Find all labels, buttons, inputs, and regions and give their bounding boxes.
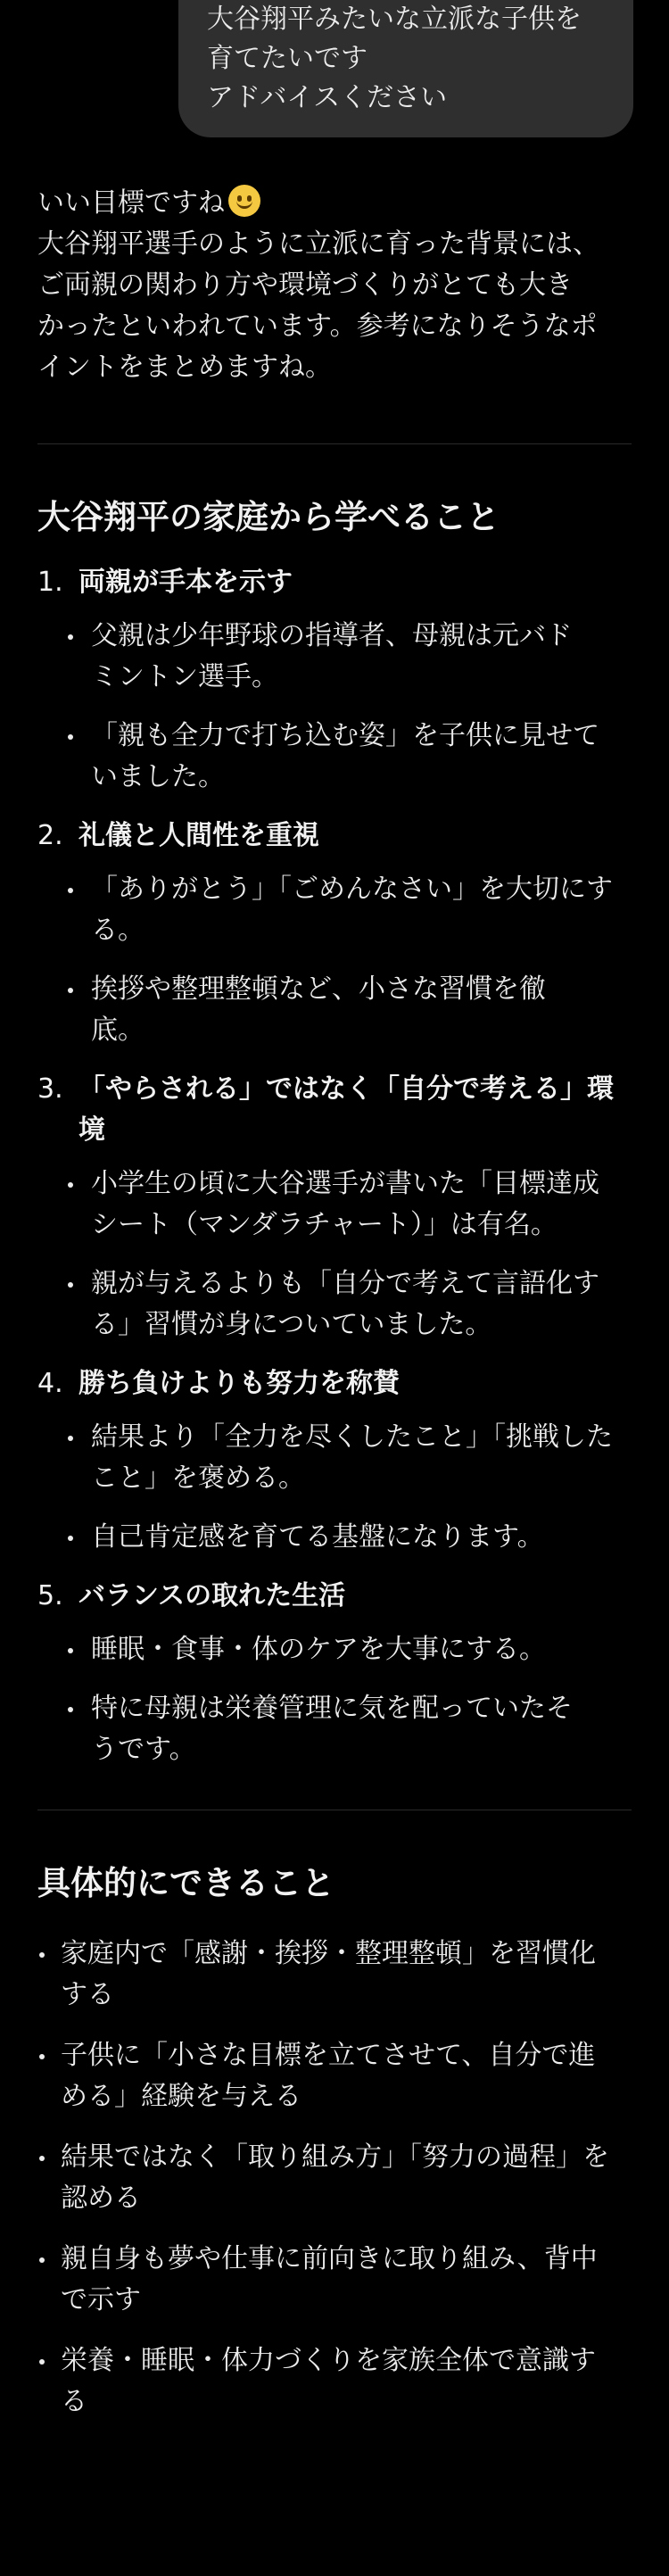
user-message-line: 育てたいです bbox=[207, 43, 368, 74]
detail-line: いました。 bbox=[91, 761, 225, 792]
learn-point bbox=[37, 1363, 632, 1558]
detail-line: ミントン選手。 bbox=[91, 661, 278, 692]
learn-point-title bbox=[37, 1069, 632, 1151]
action-item bbox=[37, 1934, 632, 2016]
learn-point-title-line: 礼儀と人間性を重視 bbox=[78, 820, 319, 851]
detail-item bbox=[37, 969, 632, 1051]
detail-line: 結果より「全力を尽くしたこと」「挑戦した bbox=[91, 1421, 613, 1453]
detail-line: 睡眠・食事・体のケアを大事にする。 bbox=[91, 1634, 546, 1665]
bullet-icon bbox=[68, 716, 91, 798]
detail-line: る」習慣が身についていました。 bbox=[91, 1309, 492, 1340]
bullet-icon bbox=[68, 1517, 91, 1558]
detail-item bbox=[37, 1263, 632, 1346]
section-divider bbox=[37, 443, 632, 444]
learn-point-details bbox=[37, 616, 632, 798]
action-item bbox=[37, 2035, 632, 2117]
detail-item bbox=[37, 1417, 632, 1499]
learn-point bbox=[37, 1576, 632, 1770]
bullet-icon bbox=[68, 1263, 91, 1346]
action-item-line: る bbox=[61, 2386, 87, 2417]
action-item bbox=[37, 2137, 632, 2219]
learn-point-title-line: 「やらされる」ではなく「自分で考える」環 bbox=[78, 1073, 614, 1105]
bullet-icon bbox=[68, 1629, 91, 1670]
learn-point bbox=[37, 816, 632, 1051]
action-item-line: 親自身も夢や仕事に前向きに取り組み、背中 bbox=[61, 2243, 598, 2274]
intro-first-line: いい目標ですね bbox=[37, 183, 632, 224]
learn-point-details bbox=[37, 869, 632, 1051]
bullet-icon bbox=[68, 969, 91, 1051]
learn-point-title-line: バランスの取れた生活 bbox=[78, 1580, 346, 1611]
user-message-line: アドバイスください bbox=[207, 82, 448, 113]
action-item-line: 栄養・睡眠・体力づくりを家族全体で意識す bbox=[61, 2345, 596, 2376]
learn-point bbox=[37, 1069, 632, 1346]
detail-item bbox=[37, 616, 632, 698]
detail-line: 挨拶や整理整頓など、小さな習慣を徹 bbox=[91, 973, 546, 1005]
intro-line: 大谷翔平選手のように立派に育った背景には、 bbox=[37, 228, 599, 260]
action-item-line: 結果ではなく「取り組み方」「努力の過程」を bbox=[61, 2141, 609, 2173]
bullet-icon bbox=[68, 1417, 91, 1499]
bullet-icon bbox=[68, 616, 91, 698]
learn-point-title bbox=[37, 1363, 632, 1404]
detail-line: こと」を褒める。 bbox=[91, 1462, 305, 1494]
learn-point-title bbox=[37, 1576, 632, 1617]
detail-line: シート（マンダラチャート）」は有名。 bbox=[91, 1209, 558, 1240]
list-number: 1. bbox=[37, 567, 63, 598]
list-number: 5. bbox=[37, 1580, 63, 1611]
action-item-line: する bbox=[61, 1979, 114, 2010]
intro-line: ご両親の関わり方や環境づくりがとても大き bbox=[37, 269, 573, 301]
section-heading-learn: 大谷翔平の家庭から学べること bbox=[37, 498, 500, 536]
learn-point-details bbox=[37, 1629, 632, 1770]
user-message-line: 大谷翔平みたいな立派な子供を bbox=[207, 4, 582, 35]
assistant-message bbox=[37, 183, 632, 2442]
intro-line: かったといわれています。参考になりそうなポ bbox=[37, 311, 598, 342]
action-item-line: める」経験を与える bbox=[61, 2081, 301, 2112]
action-items-list bbox=[37, 1934, 632, 2423]
action-item-line: で示す bbox=[61, 2284, 141, 2315]
bullet-icon bbox=[37, 2340, 61, 2423]
detail-item bbox=[37, 1688, 632, 1770]
section-heading-actions: 具体的にできること bbox=[37, 1864, 334, 1902]
detail-line: 自己肯定感を育てる基盤になります。 bbox=[91, 1521, 544, 1553]
bullet-icon bbox=[68, 869, 91, 951]
bullet-icon bbox=[37, 2239, 61, 2321]
detail-line: 「親も全力で打ち込む姿」を子供に見せて bbox=[91, 720, 599, 751]
bullet-icon bbox=[37, 2137, 61, 2219]
detail-line: 「ありがとう」「ごめんなさい」を大切にす bbox=[91, 874, 613, 905]
detail-line: 特に母親は栄養管理に気を配っていたそ bbox=[91, 1693, 573, 1724]
detail-line: 親が与えるよりも「自分で考えて言語化す bbox=[91, 1268, 599, 1299]
detail-item bbox=[37, 869, 632, 951]
detail-item bbox=[37, 716, 632, 798]
learn-point-title-line: 境 bbox=[78, 1114, 105, 1146]
list-number: 4. bbox=[37, 1368, 63, 1399]
bullet-icon bbox=[68, 1164, 91, 1246]
action-item bbox=[37, 2340, 632, 2423]
detail-item bbox=[37, 1629, 632, 1670]
user-message-bubble bbox=[178, 0, 633, 137]
assistant-intro bbox=[37, 183, 632, 388]
bullet-icon bbox=[37, 1934, 61, 2016]
list-number: 2. bbox=[37, 820, 63, 851]
learn-point-details bbox=[37, 1417, 632, 1558]
learn-point-title bbox=[37, 816, 632, 857]
detail-line: 小学生の頃に大谷選手が書いた「目標達成 bbox=[91, 1168, 599, 1199]
learn-point-details bbox=[37, 1164, 632, 1346]
learn-point-title-line: 勝ち負けよりも努力を称賛 bbox=[78, 1368, 400, 1399]
learn-point-title-line: 両親が手本を示す bbox=[78, 567, 293, 598]
action-item-line: 家庭内で「感謝・挨拶・整理整頓」を習慣化 bbox=[61, 1938, 596, 1969]
list-number: 3. bbox=[37, 1073, 63, 1105]
detail-line: る。 bbox=[91, 915, 145, 946]
action-item-line: 認める bbox=[61, 2183, 141, 2214]
detail-line: うです。 bbox=[91, 1734, 196, 1765]
bullet-icon bbox=[37, 2035, 61, 2117]
smiling-face-icon bbox=[228, 185, 260, 217]
detail-line: 底。 bbox=[91, 1015, 145, 1046]
detail-item bbox=[37, 1517, 632, 1558]
detail-item bbox=[37, 1164, 632, 1246]
intro-line: イントをまとめますね。 bbox=[37, 352, 332, 383]
learn-point bbox=[37, 562, 632, 798]
action-item-line: 子供に「小さな目標を立てさせて、自分で進 bbox=[61, 2040, 596, 2071]
detail-line: 父親は少年野球の指導者、母親は元バド bbox=[91, 620, 573, 651]
learn-point-title bbox=[37, 562, 632, 603]
learn-points-list bbox=[37, 562, 632, 1770]
bullet-icon bbox=[68, 1688, 91, 1770]
action-item bbox=[37, 2239, 632, 2321]
